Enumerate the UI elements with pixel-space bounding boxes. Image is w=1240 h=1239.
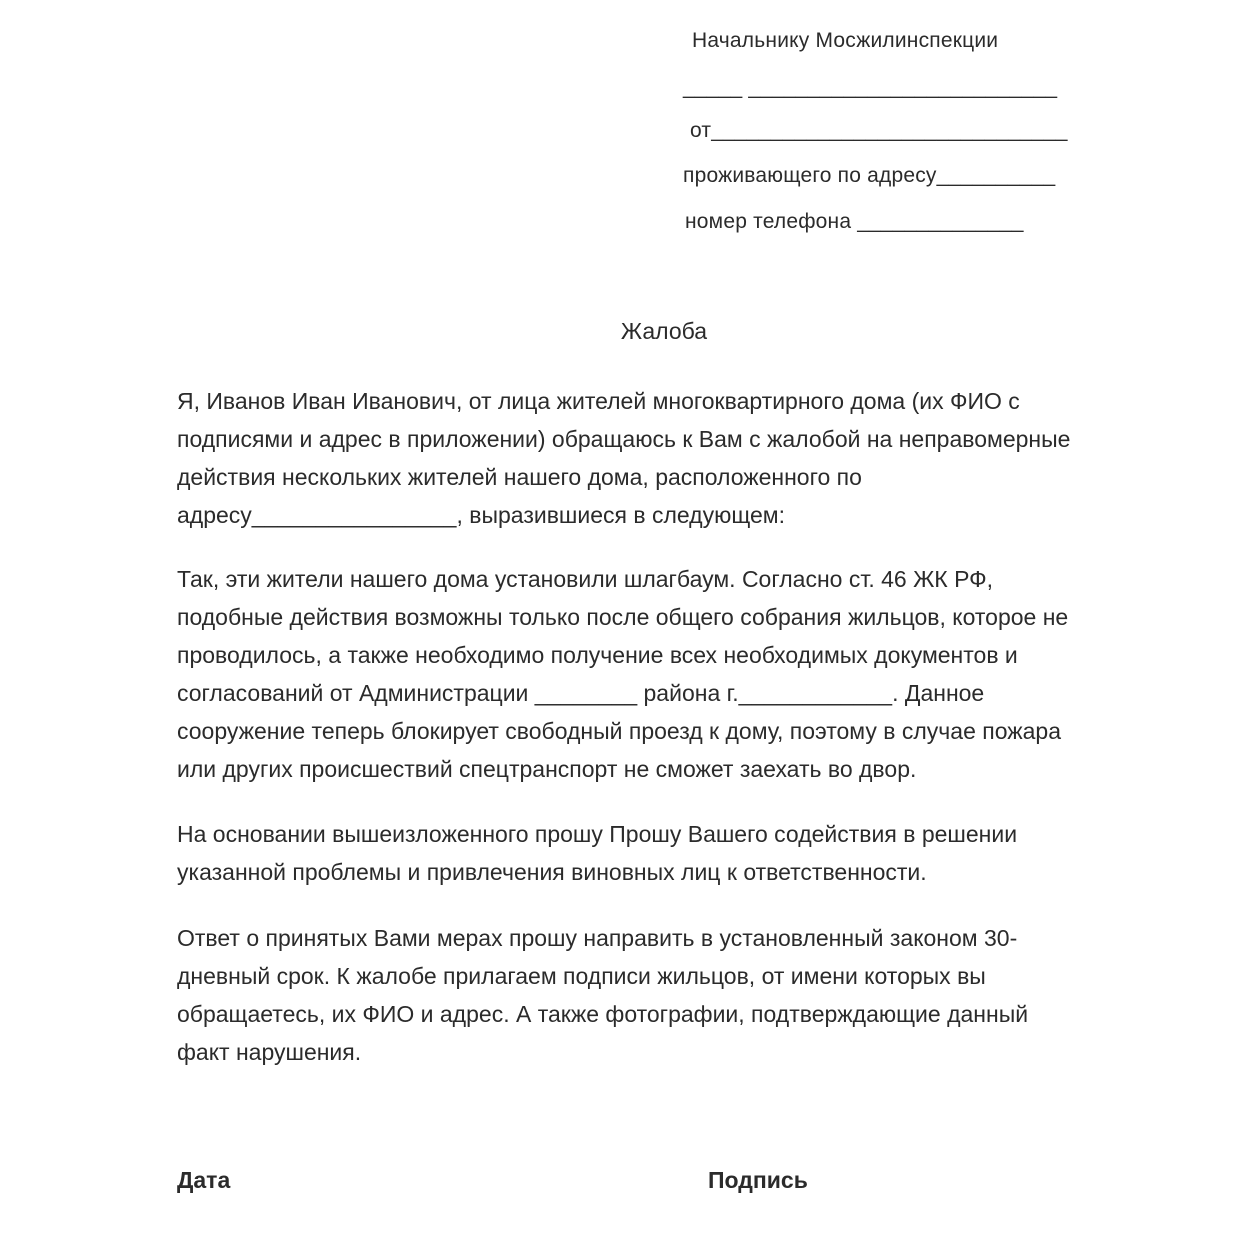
paragraph-line: Так, эти жители нашего дома установили шлагбаум. Согласно ст. 46 ЖК РФ, — [177, 566, 994, 592]
paragraph-line: На основании вышеизложенного прошу Прошу Вашего содействия в решении — [177, 821, 1018, 847]
from-line: от______________________________ — [690, 119, 1068, 142]
paragraph-line: обращаетесь, их ФИО и адрес. А также фотографии, подтверждающие данный — [177, 1001, 1029, 1027]
paragraph-line: Я, Иванов Иван Иванович, от лица жителей многоквартирного дома (их ФИО с — [177, 388, 1020, 414]
paragraph-line: подписями и адрес в приложении) обращаюсь к Вам с жалобой на неправомерные — [177, 426, 1071, 452]
paragraph-line: согласований от Администрации ________ района г.____________. Данное — [177, 680, 985, 706]
paragraph-line: действия нескольких жителей нашего дома, расположенного по — [177, 464, 862, 490]
paragraph-response — [177, 919, 1177, 1071]
paragraph-facts — [177, 560, 1177, 788]
address-line: проживающего по адресу__________ — [683, 164, 1056, 187]
paragraph-line: или других происшествий спецтранспорт не сможет заехать во двор. — [177, 756, 917, 782]
paragraph-line: Ответ о принятых Вами мерах прошу направить в установленный законом 30- — [177, 925, 1018, 951]
signature-label: Подпись — [708, 1167, 808, 1193]
paragraph-intro — [177, 382, 1177, 534]
paragraph-request — [177, 815, 1177, 891]
addressee-blank-line: _____ __________________________ — [683, 76, 1058, 99]
paragraph-line: дневный срок. К жалобе прилагаем подписи жильцов, от имени которых вы — [177, 963, 986, 989]
paragraph-line: указанной проблемы и привлечения виновных лиц к ответственности. — [177, 859, 927, 885]
paragraph-line: сооружение теперь блокирует свободный проезд к дому, поэтому в случае пожара — [177, 718, 1061, 744]
phone-line: номер телефона ______________ — [685, 210, 1024, 233]
paragraph-line: подобные действия возможны только после общего собрания жильцов, которое не — [177, 604, 1069, 630]
document-title: Жалоба — [620, 318, 708, 344]
addressee-line: Начальнику Мосжилинспекции — [692, 29, 999, 52]
paragraph-line: факт нарушения. — [177, 1039, 362, 1065]
date-label: Дата — [177, 1167, 231, 1193]
paragraph-line: адресу________________, выразившиеся в следующем: — [177, 502, 786, 528]
paragraph-line: проводилось, а также необходимо получение всех необходимых документов и — [177, 642, 1018, 668]
